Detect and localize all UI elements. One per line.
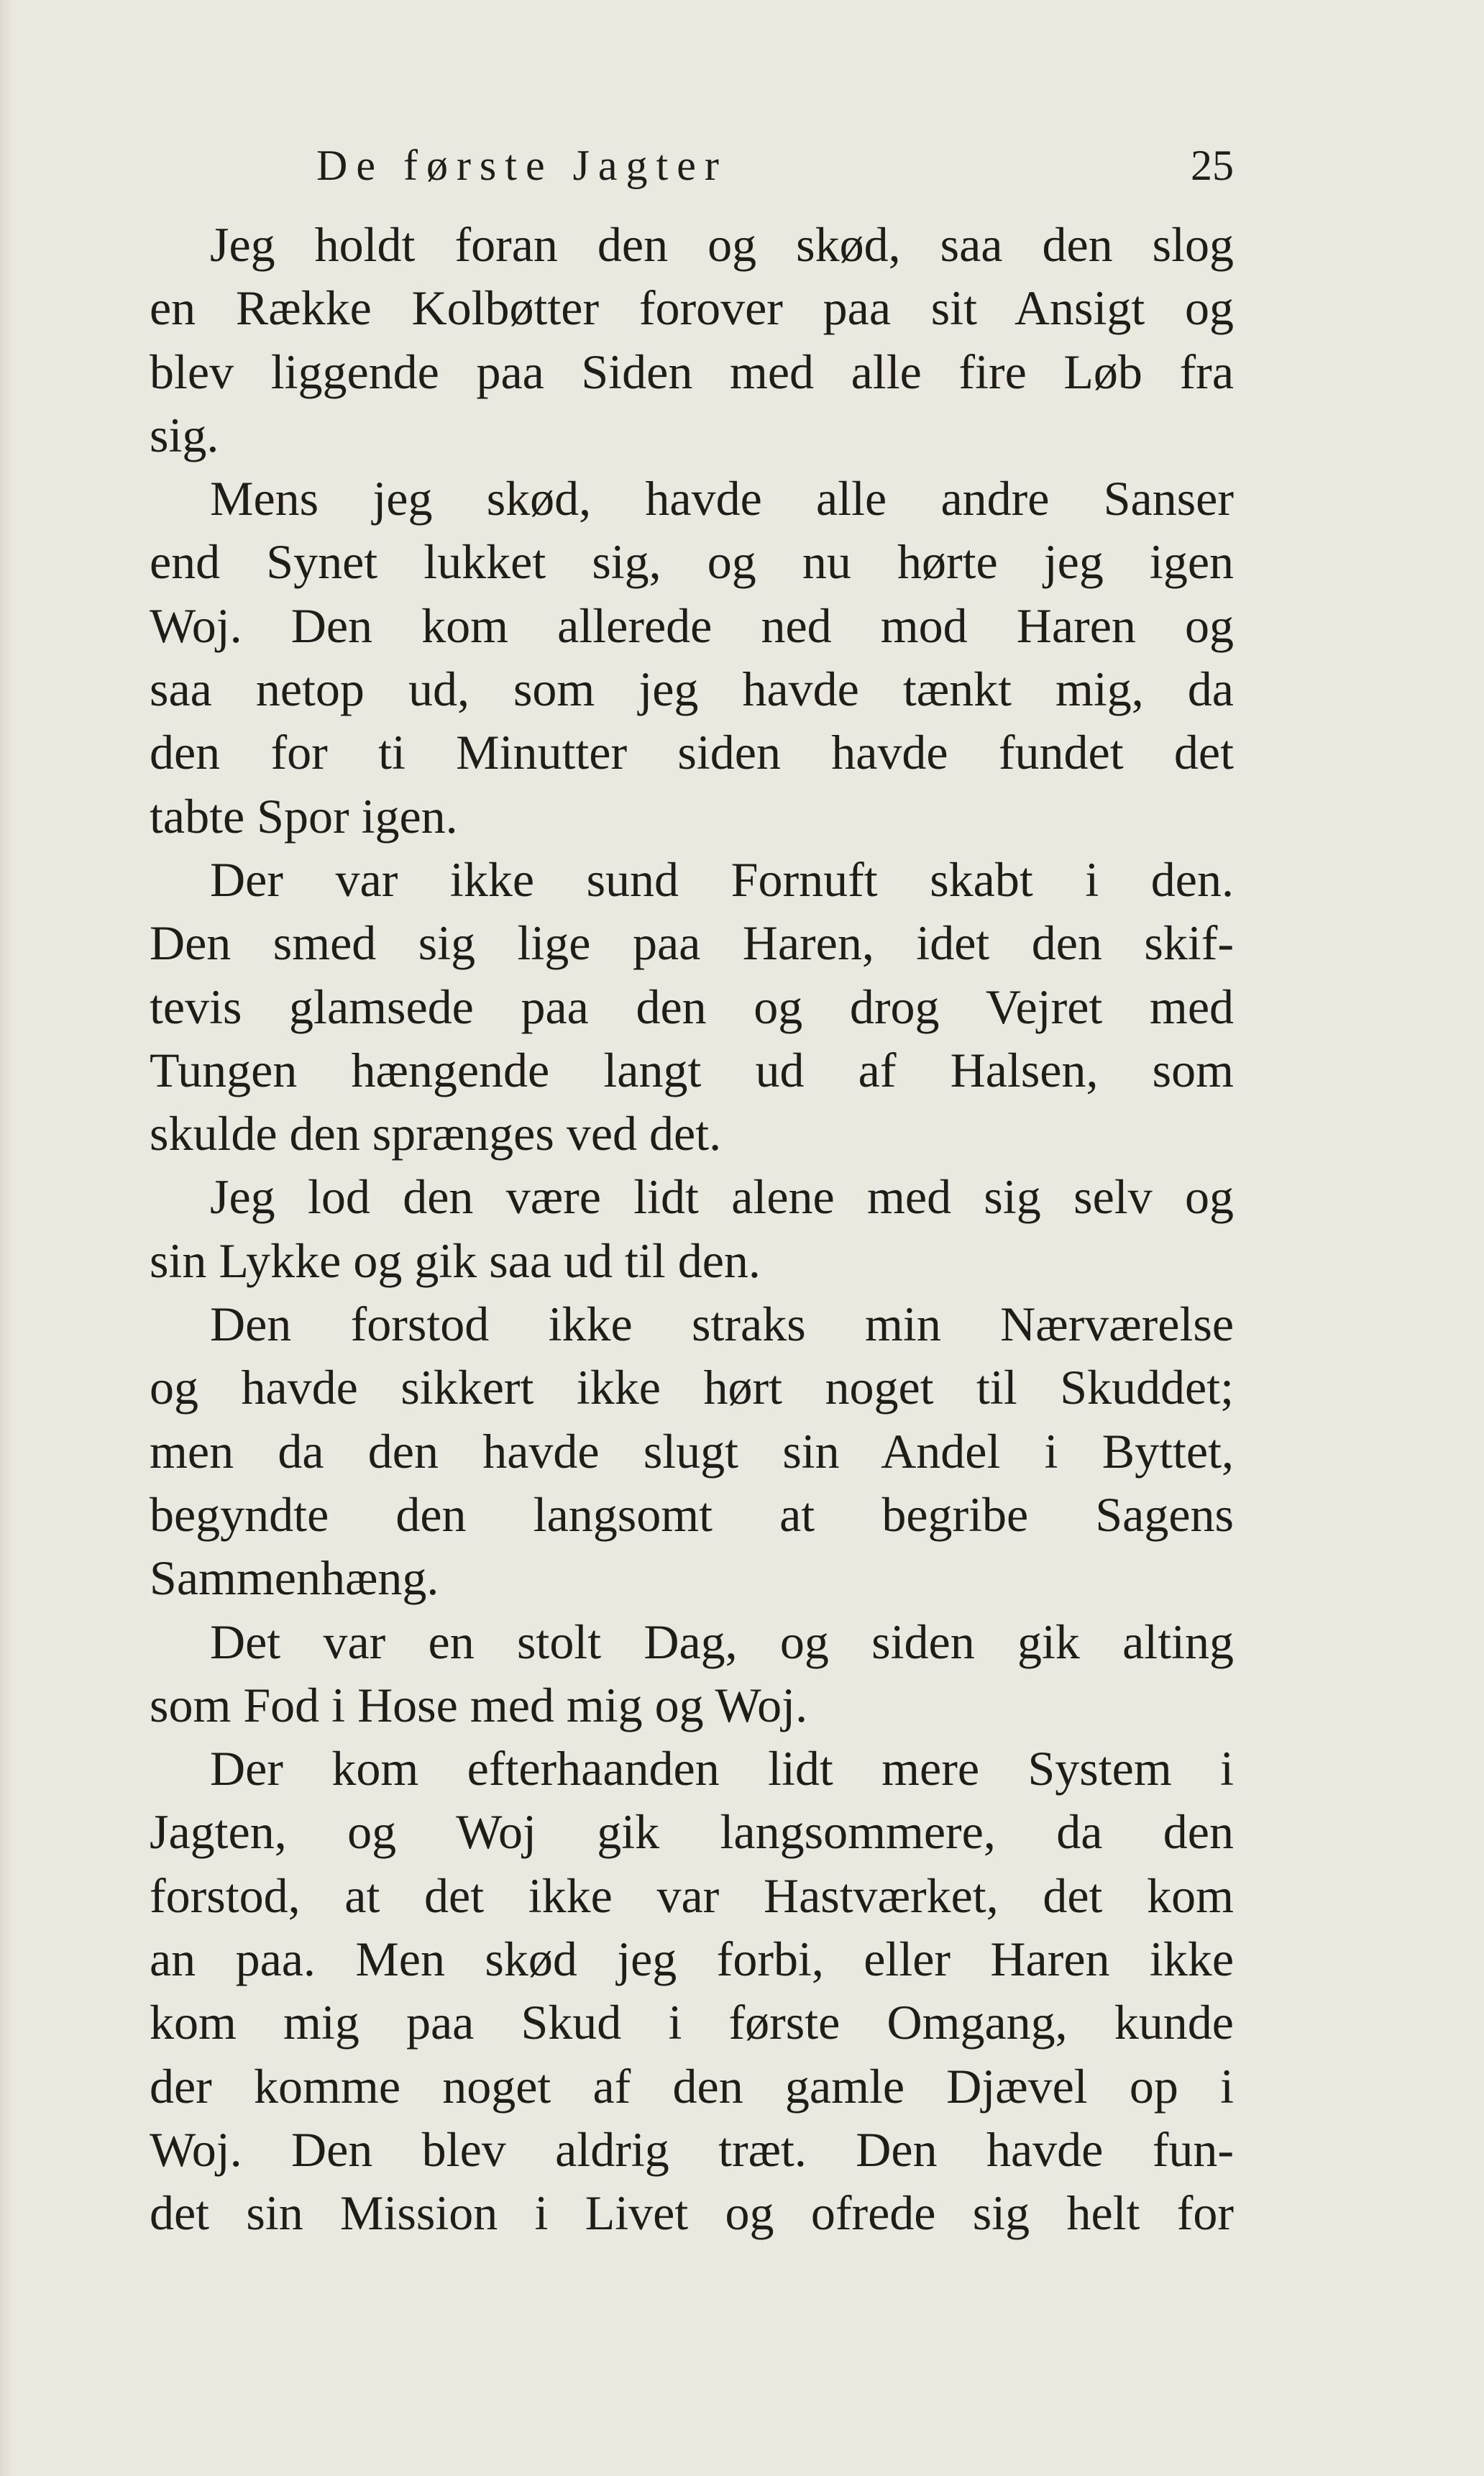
page-edge-shadow (0, 0, 13, 2476)
text-line: begyndte den langsomt at begribe Sagens (150, 1486, 1234, 1542)
text-line: an paa. Men skød jeg forbi, eller Haren ikke (150, 1932, 1234, 1987)
text-line: sin Lykke og gik saa ud til den. (150, 1233, 761, 1288)
text-line: sig. (150, 407, 219, 462)
text-line: som Fod i Hose med mig og Woj. (150, 1677, 808, 1732)
text-line: en Række Kolbøtter forover paa sit Ansigt og (150, 280, 1234, 336)
text-line: Woj. Den blev aldrig træt. Den havde fun- (150, 2121, 1234, 2177)
text-line: det sin Mission i Livet og ofrede sig helt for (150, 2185, 1234, 2241)
text-line: den for ti Minutter siden havde fundet det (150, 725, 1234, 780)
text-line: tevis glamsede paa den og drog Vejret med (150, 979, 1234, 1034)
text-line: blev liggende paa Siden med alle fire Løb fra (150, 344, 1234, 399)
text-line: og havde sikkert ikke hørt noget til Skuddet; (150, 1360, 1234, 1415)
running-header (316, 137, 1234, 194)
text-line: Tungen hængende langt ud af Halsen, som (150, 1042, 1234, 1097)
page-number: 25 (1191, 142, 1234, 189)
text-line: Der kom efterhaanden lidt mere System i (210, 1741, 1234, 1796)
text-line: Det var en stolt Dag, og siden gik alting (210, 1614, 1234, 1669)
text-line: kom mig paa Skud i første Omgang, kunde (150, 1995, 1234, 2050)
text-line: men da den havde slugt sin Andel i Byttet, (150, 1423, 1234, 1479)
text-line: Den forstod ikke straks min Nærværelse (210, 1297, 1234, 1352)
text-line: Mens jeg skød, havde alle andre Sanser (210, 471, 1234, 526)
text-line: Jeg lod den være lidt alene med sig selv og (210, 1169, 1234, 1225)
text-line: tabte Spor igen. (150, 788, 458, 844)
text-line: Der var ikke sund Fornuft skabt i den. (210, 851, 1234, 907)
text-line: forstod, at det ikke var Hastværket, det kom (150, 1868, 1234, 1923)
running-title: De første Jagter (316, 142, 728, 189)
text-line: skulde den sprænges ved det. (150, 1106, 722, 1161)
text-line: der komme noget af den gamle Djævel op i (150, 2058, 1234, 2114)
text-line: saa netop ud, som jeg havde tænkt mig, da (150, 662, 1234, 717)
text-line: Jeg holdt foran den og skød, saa den slog (210, 217, 1234, 272)
text-line: end Synet lukket sig, og nu hørte jeg igen (150, 534, 1234, 590)
text-line: Jagten, og Woj gik langsommere, da den (150, 1804, 1234, 1860)
body-text (150, 213, 1234, 2245)
text-line: Den smed sig lige paa Haren, idet den skif- (150, 915, 1234, 971)
text-line: Woj. Den kom allerede ned mod Haren og (150, 598, 1234, 653)
text-line: Sammenhæng. (150, 1550, 439, 1606)
